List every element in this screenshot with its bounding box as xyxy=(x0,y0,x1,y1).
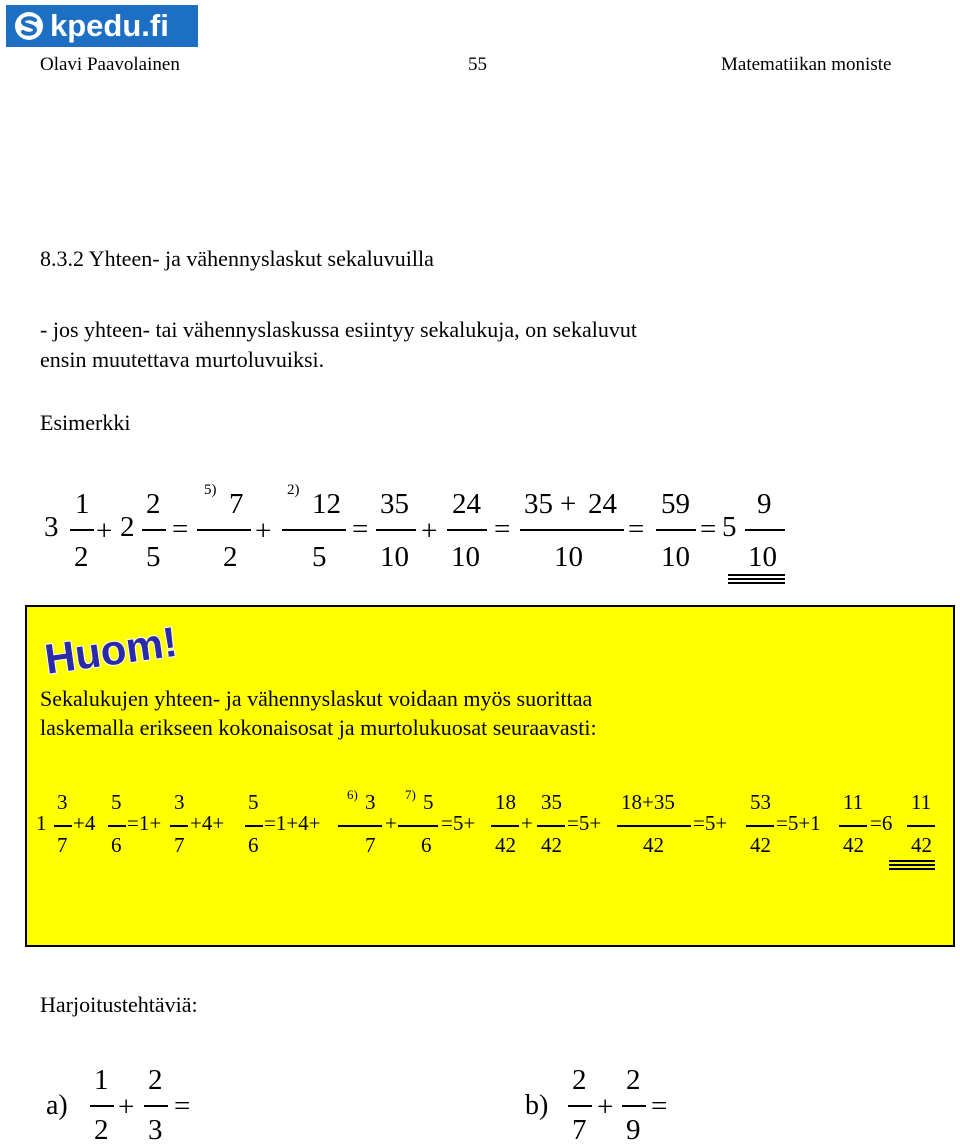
eq-num: 5 xyxy=(248,790,259,814)
eq-op: + xyxy=(96,515,113,547)
fraction-bar xyxy=(746,825,774,827)
fraction-bar xyxy=(142,529,166,531)
eq-num: 24 xyxy=(452,488,481,520)
eq-op: =5+ xyxy=(693,811,728,835)
eq-den: 42 xyxy=(541,833,562,857)
fraction-bar xyxy=(144,1105,168,1107)
eq-expansion: 2) xyxy=(287,482,300,498)
eq-num: 11 xyxy=(843,790,864,814)
fraction-bar xyxy=(170,825,188,827)
fraction-bar xyxy=(447,529,487,531)
eq-num: 3 xyxy=(174,790,185,814)
eq-den: 10 xyxy=(451,541,480,573)
eq-op: =6 xyxy=(870,811,893,835)
eq-op: = xyxy=(700,513,717,545)
rule-text xyxy=(40,315,637,375)
fraction-bar xyxy=(108,825,126,827)
eq-den: 3 xyxy=(148,1114,163,1146)
eq-den: 6 xyxy=(421,833,432,857)
eq-op: + xyxy=(255,515,272,547)
eq-num: 59 xyxy=(661,488,690,520)
fraction-bar xyxy=(197,529,251,531)
eq-op: + xyxy=(118,1091,135,1123)
eq-den: 2 xyxy=(223,541,238,573)
eq-den: 10 xyxy=(661,541,690,573)
eq-expansion: 7) xyxy=(405,787,416,802)
eq-op: + xyxy=(521,811,533,835)
fraction-bar xyxy=(338,825,382,827)
kpedu-logo xyxy=(6,5,198,47)
header-doc-title: Matematiikan moniste xyxy=(721,54,892,75)
eq-num: 5 xyxy=(111,790,122,814)
exercise-label: a) xyxy=(46,1090,68,1121)
huom-label xyxy=(38,617,181,683)
eq-op: = xyxy=(172,513,189,545)
fraction-bar xyxy=(656,529,696,531)
eq-num: 2 xyxy=(148,1064,163,1096)
eq-op: = xyxy=(628,513,645,545)
eq-op: = xyxy=(494,513,511,545)
eq-op: = xyxy=(174,1090,191,1122)
eq-num: 35 xyxy=(524,488,553,520)
answer-underline xyxy=(889,864,935,866)
eq-num: 18+35 xyxy=(621,790,675,814)
fraction-bar xyxy=(376,529,416,531)
example-label: Esimerkki xyxy=(40,410,131,435)
eq-num: 2 xyxy=(146,488,161,520)
header-page-number: 55 xyxy=(468,54,487,75)
note-text xyxy=(40,684,597,742)
eq-den: 2 xyxy=(74,541,89,573)
fraction-bar xyxy=(537,825,565,827)
eq-num: 3 xyxy=(57,790,68,814)
answer-underline xyxy=(889,860,935,862)
exercise-label: b) xyxy=(525,1090,549,1121)
fraction-bar xyxy=(245,825,263,827)
logo-text: kpedu.fi xyxy=(50,8,169,43)
eq-num: 35 xyxy=(541,790,562,814)
eq-num: 18 xyxy=(495,790,516,814)
eq-num: 1 xyxy=(94,1064,109,1096)
eq-op: =5+ xyxy=(441,811,476,835)
eq-num: 1 xyxy=(75,488,90,520)
eq-den: 42 xyxy=(843,833,864,857)
section-title: 8.3.2 Yhteen- ja vähennyslaskut sekaluvuilla xyxy=(40,246,434,271)
eq-den: 42 xyxy=(643,833,664,857)
eq-num: 2 xyxy=(572,1064,587,1096)
eq-den: 2 xyxy=(94,1114,109,1146)
eq-op: = xyxy=(651,1090,668,1122)
eq-whole: 2 xyxy=(120,511,135,543)
eq-num: 2 xyxy=(626,1064,641,1096)
eq-den: 10 xyxy=(380,541,409,573)
eq-den: 7 xyxy=(174,833,185,857)
rule-line-1: - jos yhteen- tai vähennyslaskussa esiintyy sekalukuja, on sekaluvut xyxy=(40,317,637,342)
eq-num: 53 xyxy=(750,790,771,814)
eq-den: 7 xyxy=(57,833,68,857)
eq-whole: 3 xyxy=(44,511,59,543)
eq-den: 7 xyxy=(572,1114,587,1146)
eq-num: 5 xyxy=(423,790,434,814)
logo-s-icon xyxy=(14,11,44,41)
exercises-title: Harjoitustehtäviä: xyxy=(40,992,198,1017)
eq-num: 3 xyxy=(365,790,376,814)
eq-den: 10 xyxy=(554,541,583,573)
fraction-bar xyxy=(907,825,935,827)
eq-den: 10 xyxy=(748,541,777,573)
fraction-bar xyxy=(568,1105,592,1107)
fraction-bar xyxy=(90,1105,114,1107)
fraction-bar xyxy=(622,1105,646,1107)
fraction-bar xyxy=(282,529,346,531)
fraction-bar xyxy=(745,529,785,531)
note-line-1: Sekalukujen yhteen- ja vähennyslaskut voidaan myös suorittaa xyxy=(40,686,593,711)
eq-expansion: 5) xyxy=(204,482,217,498)
eq-num: 35 xyxy=(380,488,409,520)
fraction-bar xyxy=(398,825,438,827)
fraction-bar xyxy=(54,825,72,827)
eq-num: 12 xyxy=(312,488,341,520)
eq-expansion: 6) xyxy=(347,787,358,802)
answer-underline xyxy=(728,578,785,580)
answer-underline xyxy=(728,574,785,576)
eq-den: 42 xyxy=(750,833,771,857)
eq-den: 6 xyxy=(111,833,122,857)
eq-den: 42 xyxy=(911,833,932,857)
header-author: Olavi Paavolainen xyxy=(40,54,180,75)
eq-op: =1+4+ xyxy=(264,811,321,835)
eq-num: 24 xyxy=(588,488,617,520)
eq-den: 6 xyxy=(248,833,259,857)
eq-whole: 1 xyxy=(36,811,47,835)
eq-den: 9 xyxy=(626,1114,641,1146)
rule-line-2: ensin muutettava murtoluvuiksi. xyxy=(40,347,325,372)
eq-op: +4 xyxy=(73,811,96,835)
huom-text: Huom! xyxy=(41,617,181,683)
answer-underline xyxy=(728,582,785,584)
eq-op: +4+ xyxy=(190,811,225,835)
eq-op: =1+ xyxy=(127,811,162,835)
eq-den: 7 xyxy=(365,833,376,857)
eq-num: 9 xyxy=(757,488,772,520)
eq-num: 7 xyxy=(229,488,244,520)
eq-num: 11 xyxy=(911,790,932,814)
fraction-bar xyxy=(839,825,867,827)
eq-op: + xyxy=(560,488,577,520)
fraction-bar xyxy=(70,529,94,531)
answer-underline xyxy=(889,868,935,870)
note-line-2: laskemalla erikseen kokonaisosat ja murtolukuosat seuraavasti: xyxy=(40,715,597,740)
fraction-bar xyxy=(520,529,624,531)
eq-den: 5 xyxy=(312,541,327,573)
eq-den: 5 xyxy=(146,541,161,573)
fraction-bar xyxy=(617,825,691,827)
eq-op: + xyxy=(597,1091,614,1123)
eq-op: =5+ xyxy=(567,811,602,835)
eq-whole: 5 xyxy=(722,511,737,543)
fraction-bar xyxy=(491,825,519,827)
eq-den: 42 xyxy=(495,833,516,857)
eq-op: = xyxy=(352,513,369,545)
eq-op: + xyxy=(385,811,397,835)
eq-op: =5+1 xyxy=(776,811,821,835)
eq-op: + xyxy=(421,515,438,547)
